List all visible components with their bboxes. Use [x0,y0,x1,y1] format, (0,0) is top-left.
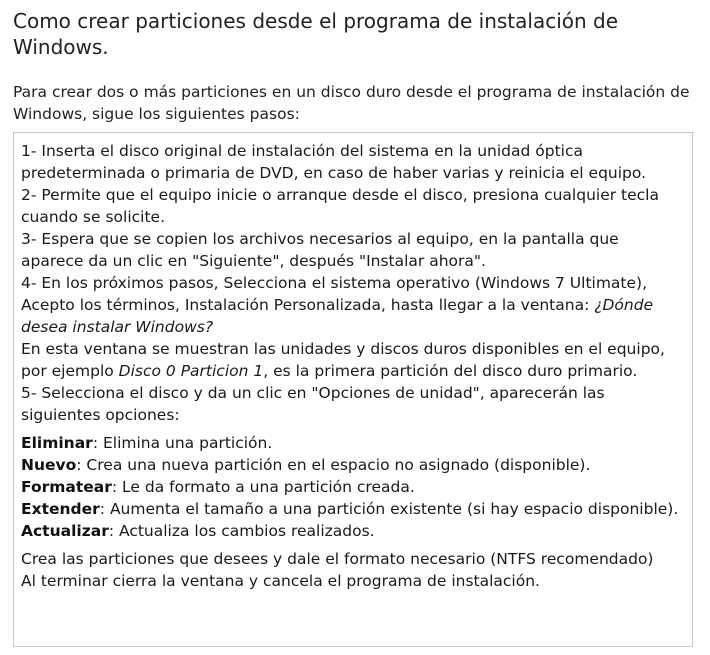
option-term: Nuevo [21,456,77,474]
option-term: Formatear [21,478,112,496]
step-2: 2- Permite que el equipo inicie o arranque desde el disco, presiona cualquier tecla cuando se solicite. [21,186,659,226]
option-desc: : Crea una nueva partición en el espacio no asignado (disponible). [76,456,591,474]
option-term: Eliminar [21,434,93,452]
option-desc: : Actualiza los cambios realizados. [108,522,375,540]
step-5: 5- Selecciona el disco y da un clic en "Opciones de unidad", aparecerán las siguientes opciones: [21,384,605,424]
step-4-text: 4- En los próximos pasos, Selecciona el sistema operativo (Windows 7 Ultimate), Acepto los términos, Instalación Personalizada, hasta llegar a la ventana: [21,274,648,314]
window-description-end: , es la primera partición del disco duro primario. [263,362,638,380]
option-new [21,454,685,476]
option-refresh [21,520,685,542]
partition-example: Disco 0 Particion 1 [118,362,264,380]
step-3: 3- Espera que se copien los archivos necesarios al equipo, en la pantalla que aparece da un clic en "Siguiente", después "Instalar ahora". [21,230,619,270]
closing-line-2: Al terminar cierra la ventana y cancela el programa de instalación. [21,572,540,590]
option-format [21,476,685,498]
option-desc: : Le da formato a una partición creada. [111,478,415,496]
option-term: Extender [21,500,100,518]
option-delete [21,432,685,454]
closing-line-1: Crea las particiones que desees y dale el formato necesario (NTFS recomendado) [21,550,654,568]
page-title: Como crear particiones desde el programa de instalación de Windows. [13,9,619,59]
window-description [21,338,685,382]
step-1: 1- Inserta el disco original de instalación del sistema en la unidad óptica predeterminada o primaria de DVD, en caso de haber varias y reinicia el equipo. [21,142,647,182]
window-description-start: En esta ventana se muestran las unidades y discos duros disponibles en el equipo, por ejemplo [21,340,665,380]
option-extend [21,498,685,520]
step-4 [21,272,685,338]
option-desc: : Elimina una partición. [92,434,273,452]
option-desc: : Aumenta el tamaño a una partición existente (si hay espacio disponible). [99,500,679,518]
step-4-window-name: ¿Dónde desea instalar Windows? [21,296,654,336]
instructions-box [13,132,693,647]
intro-paragraph: Para crear dos o más particiones en un disco duro desde el programa de instalación de Windows, sigue los siguientes pasos: [13,83,690,123]
option-term: Actualizar [21,522,109,540]
